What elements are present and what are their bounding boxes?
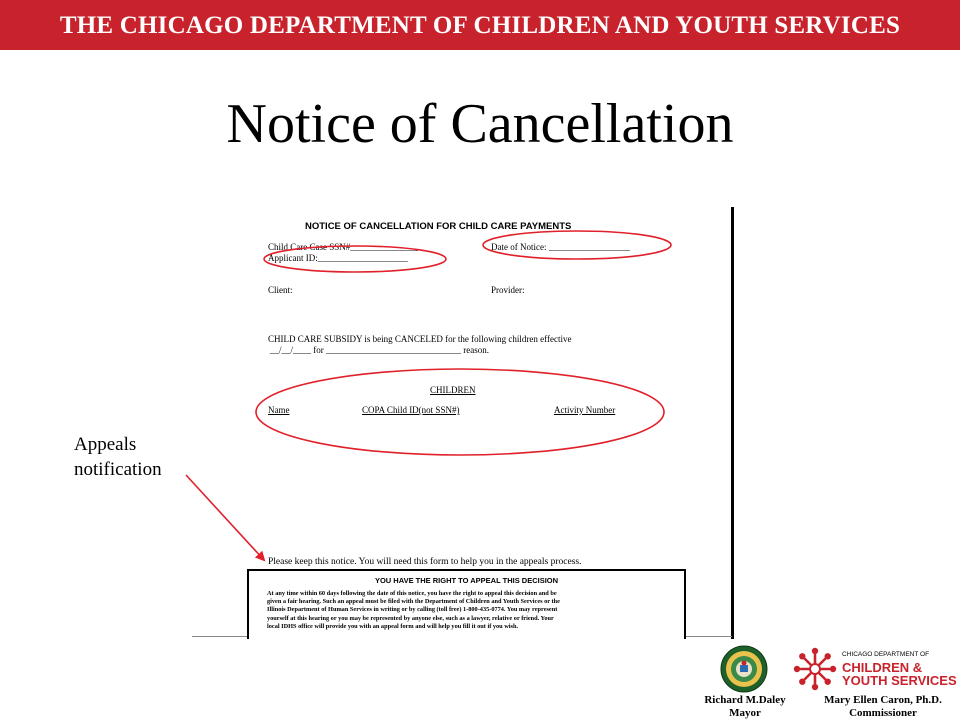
commissioner-caption [808, 694, 958, 720]
subsidy-statement: CHILD CARE SUBSIDY is being CANCELED for the following children effective [268, 334, 572, 344]
slide-title: Notice of Cancellation [226, 93, 734, 155]
date-of-notice-highlight [483, 231, 671, 259]
children-section-highlight [256, 369, 664, 455]
appeal-line: yourself at this hearing or you may be represented by anyone else, such as a lawyer, relative or friend. Your [267, 614, 554, 622]
provider-label: Provider: [491, 285, 525, 295]
applicant-id-field: Applicant ID:____________________ [268, 253, 408, 263]
document-title: NOTICE OF CANCELLATION FOR CHILD CARE PAYMENTS [305, 221, 572, 232]
mayor-name: Richard M.Daley [704, 694, 786, 706]
column-copa-id: COPA Child ID(not SSN#) [362, 405, 460, 415]
appeal-rights-heading: YOU HAVE THE RIGHT TO APPEAL THIS DECISION [374, 576, 559, 585]
commissioner-name: Mary Ellen Caron, Ph.D. [824, 694, 942, 706]
dcys-logo-line1: CHILDREN & [842, 660, 923, 675]
column-activity-number: Activity Number [554, 405, 616, 415]
date-of-notice-field: Date of Notice: __________________ [491, 242, 630, 252]
mayor-caption [693, 694, 797, 720]
commissioner-title: Commissioner [849, 707, 917, 719]
appeals-callout-line2: notification [74, 459, 162, 480]
appeal-line: given a fair hearing. Such an appeal must be filed with the Department of Children and Youth Services or the [267, 598, 560, 606]
appeal-line: local IDHS office will provide you with an appeal form and will help you fill it out if you wish. [267, 622, 519, 630]
subsidy-effective-line: __/__/____ for ______________________________ reason. [270, 345, 489, 355]
banner-title: THE CHICAGO DEPARTMENT OF CHILDREN AND YOUTH SERVICES [59, 12, 901, 39]
dcys-logo-small-text: CHICAGO DEPARTMENT OF [842, 651, 930, 658]
children-heading: CHILDREN [430, 385, 476, 395]
city-seal-icon [720, 645, 768, 693]
applicant-id-highlight [264, 246, 446, 272]
column-name: Name [268, 405, 290, 415]
appeal-line: Illinois Department of Human Services in writing or by calling (toll free) 1-800-435-0774. You may represent [267, 606, 558, 614]
appeals-callout-line1: Appeals [74, 434, 137, 455]
dcys-logo-icon [792, 646, 838, 692]
appeal-line: At any time within 60 days following the date of this notice, you have the right to appeal this decision and be [267, 590, 557, 597]
keep-notice-text: Please keep this notice. You will need this form to help you in the appeals process. [268, 557, 582, 567]
mayor-title: Mayor [729, 707, 761, 719]
callout-arrow [186, 475, 264, 560]
dcys-logo-line2: YOUTH SERVICES [842, 673, 957, 688]
ssn-field: Child Care Case SSN#_______________ [268, 242, 418, 252]
client-label: Client: [268, 285, 293, 295]
